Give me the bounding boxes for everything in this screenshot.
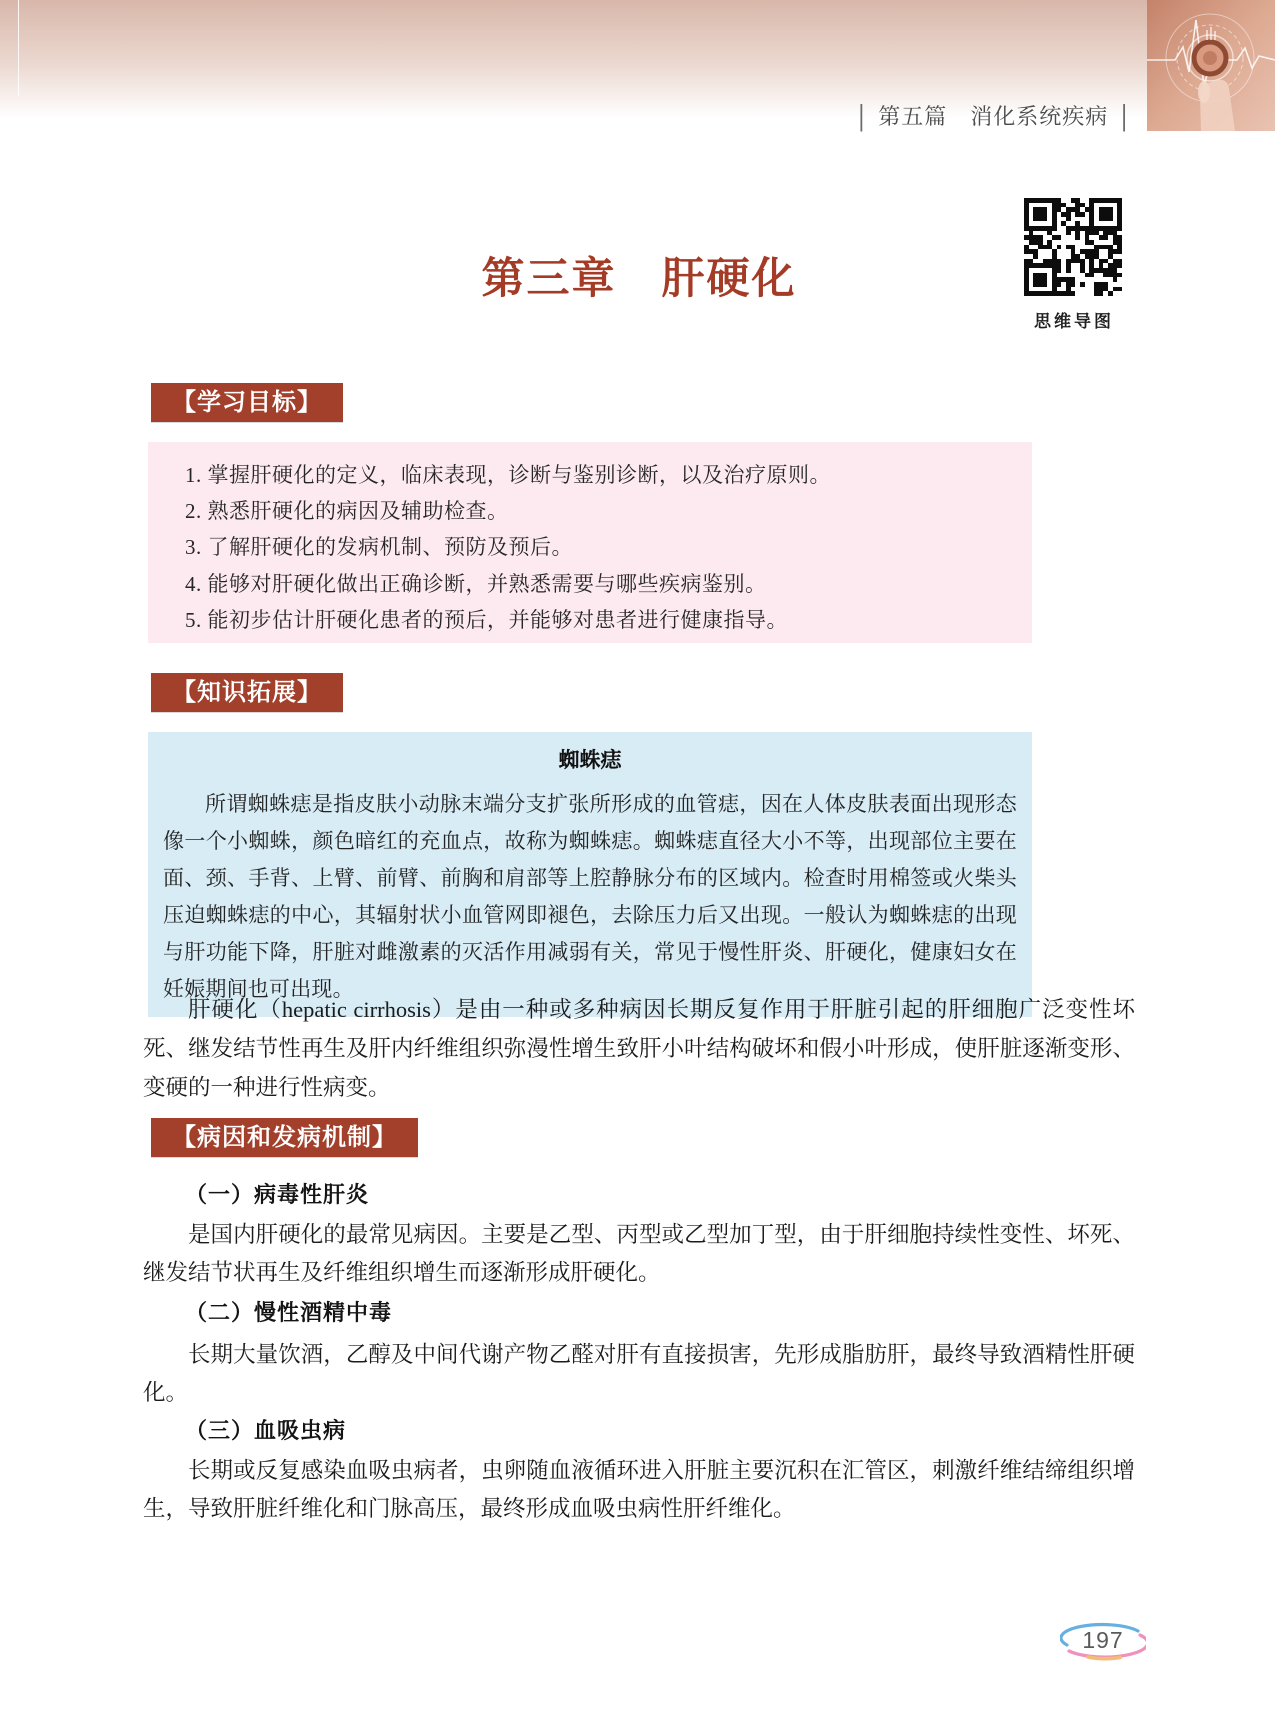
section-heading-etiology-wrap [151,1118,418,1157]
subsection-text-alcoholism: 长期大量饮酒，乙醇及中间代谢产物乙醛对肝有直接损害，先形成脂肪肝，最终导致酒精性肝硬化。 [143,1342,1135,1405]
stethoscope-photo [1147,0,1275,131]
spine-line [18,0,19,96]
running-head-title: 第五篇 消化系统疾病 [878,104,1109,129]
section-heading-objectives-wrap [151,383,343,422]
objective-item: 2. 熟悉肝硬化的病因及辅助检查。 [185,499,509,524]
knowledge-box [148,732,1032,1017]
objective-item: 4. 能够对肝硬化做出正确诊断，并熟悉需要与哪些疾病鉴别。 [185,571,767,596]
subsection-title-schistosomiasis: （三）血吸虫病 [185,1418,347,1443]
section-heading-etiology: 【病因和发病机制】 [151,1118,418,1157]
qr-caption: 思维导图 [1034,312,1114,331]
objective-item: 5. 能初步估计肝硬化患者的预后，并能够对患者进行健康指导。 [185,607,788,632]
running-head-right-bar: | [1121,97,1128,132]
objective-item: 3. 了解肝硬化的发病机制、预防及预后。 [185,535,573,560]
subsection-title-viral-hepatitis: （一）病毒性肝炎 [185,1182,370,1207]
knowledge-box-text: 所谓蜘蛛痣是指皮肤小动脉末端分支扩张所形成的血管痣，因在人体皮肤表面出现形态像一个小蜘蛛，颜色暗红的充血点，故称为蜘蛛痣。蜘蛛痣直径大小不等，出现部位主要在面、颈、手背、上臂、前臂、前胸和肩部等上腔静脉分布的区域内。检查时用棉签或火柴头压迫蜘蛛痣的中心，其辐射状小血管网即褪色，去除压力后又出现。一般认为蜘蛛痣的出现与肝功能下降，肝脏对雌激素的灭活作用减弱有关，常见于慢性肝炎、肝硬化，健康妇女在妊娠期间也可出现。 [163,792,1017,1001]
page-number-block [1060,1622,1146,1666]
objective-item: 1. 掌握肝硬化的定义，临床表现，诊断与鉴别诊断，以及治疗原则。 [185,463,831,487]
page-number: 197 [1082,1627,1124,1653]
section-heading-knowledge-wrap [151,673,343,712]
subsection-text-schistosomiasis: 长期或反复感染血吸虫病者，虫卵随血液循环进入肝脏主要沉积在汇管区，刺激纤维结缔组织增生，导致肝脏纤维化和门脉高压，最终形成血吸虫病性肝纤维化。 [143,1458,1135,1521]
intro-paragraph: 肝硬化（hepatic cirrhosis）是由一种或多种病因长期反复作用于肝脏引起的肝细胞广泛变性坏死、继发结节性再生及肝内纤维组织弥漫性增生致肝小叶结构破坏和假小叶形成，使肝脏逐渐变形、变硬的一种进行性病变。 [143,997,1135,1100]
running-head [858,97,1128,132]
objectives-box [148,442,1032,643]
stethoscope-photo-art [1147,0,1275,131]
chapter-title: 第三章 肝硬化 [481,256,797,303]
subsection-title-alcoholism: （二）慢性酒精中毒 [185,1300,393,1325]
section-heading-objectives: 【学习目标】 [151,383,343,422]
knowledge-box-title: 蜘蛛痣 [558,748,622,772]
section-heading-knowledge: 【知识拓展】 [151,673,343,712]
running-head-left-bar: | [858,97,866,132]
subsection-text-viral-hepatitis: 是国内肝硬化的最常见病因。主要是乙型、丙型或乙型加丁型，由于肝细胞持续性变性、坏死、继发结节状再生及纤维组织增生而逐渐形成肝硬化。 [143,1222,1135,1285]
